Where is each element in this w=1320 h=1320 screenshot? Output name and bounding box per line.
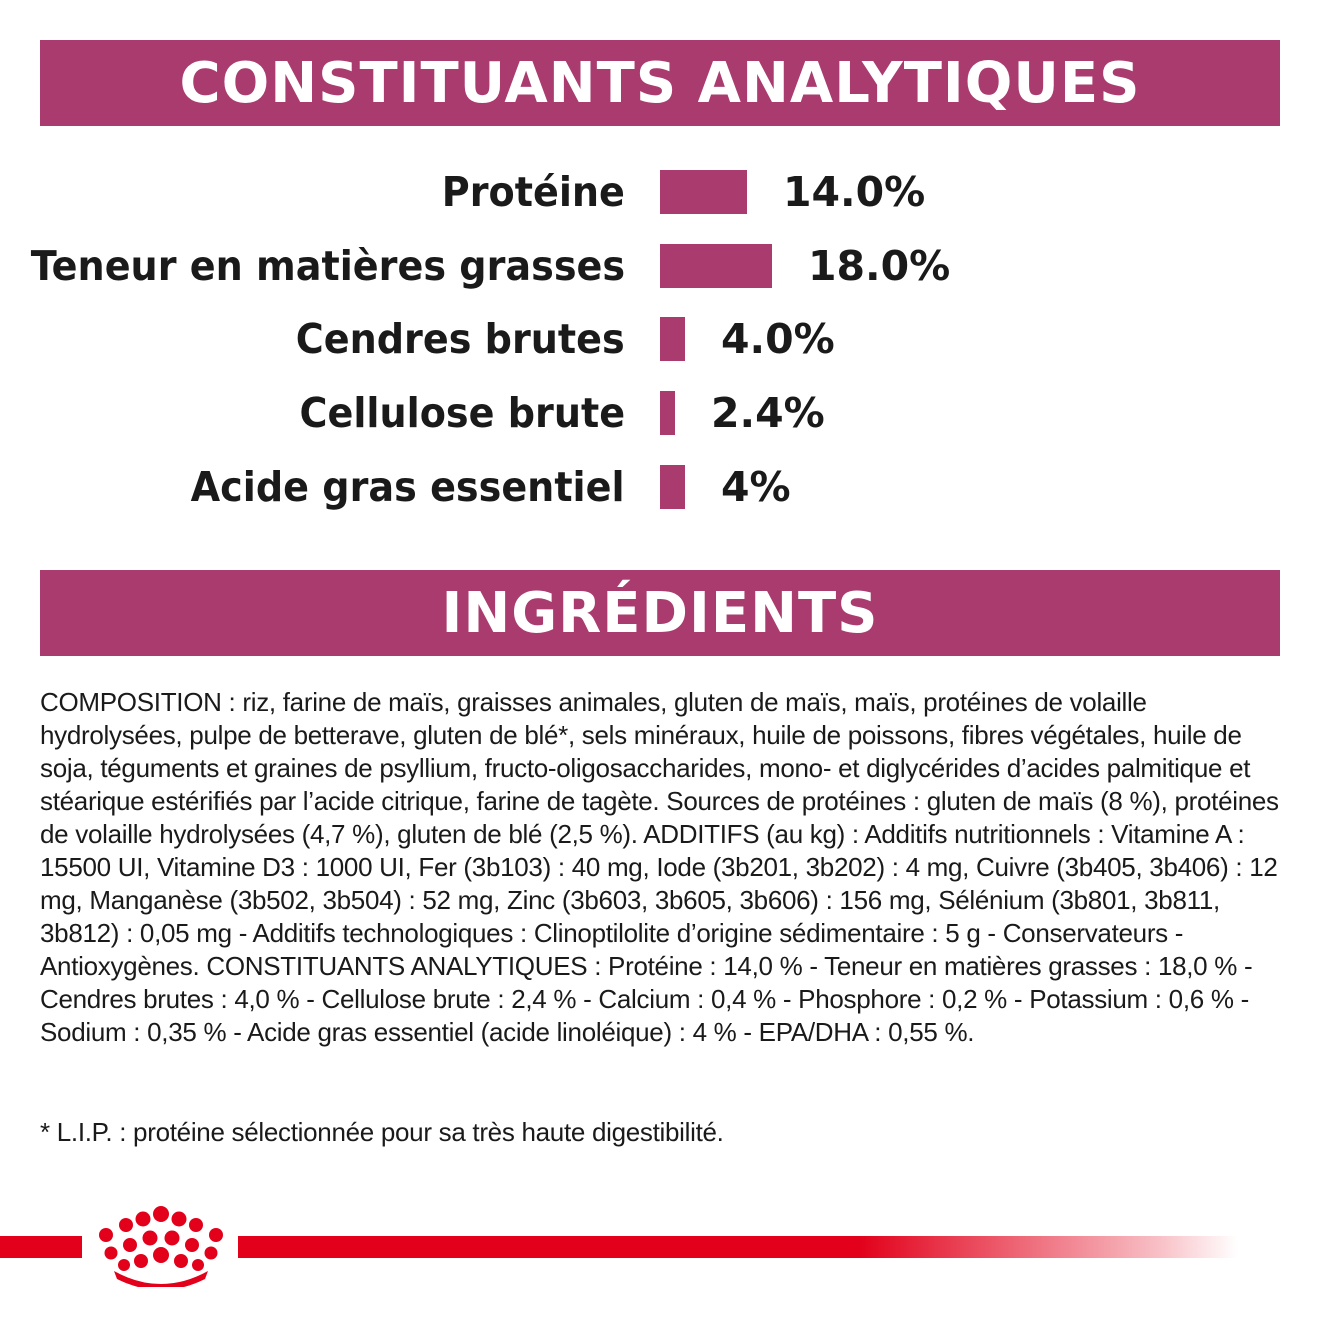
nutrient-bar xyxy=(660,244,772,288)
constituants-title: CONSTITUANTS ANALYTIQUES xyxy=(179,50,1141,116)
nutrient-bar xyxy=(660,465,685,509)
nutrient-bar xyxy=(660,317,685,361)
nutrient-label: Cellulose brute xyxy=(299,389,625,437)
nutrient-label: Acide gras essentiel xyxy=(191,463,625,511)
nutrient-value: 14.0% xyxy=(783,168,926,216)
ingredients-title: INGRÉDIENTS xyxy=(441,580,879,646)
composition-text: COMPOSITION : riz, farine de maïs, graisses animales, gluten de maïs, maïs, protéines de volaille hydrolysées, pulpe de betterave, gluten de blé*, sels minéraux, huile de poissons, fibres végétales, huile de soja, téguments et graines de psyllium, fructo-oligosaccharides, mono- et diglycérides d’acides palmitique et stéarique estérifiés par l’acide citrique, farine de tagète. Sources de protéines : gluten de maïs (8 %), protéines de volaille hydrolysées (4,7 %), gluten de blé (2,5 %). ADDITIFS (au kg) : Additifs nutritionnels : Vitamine A : 15500 UI, Vitamine D3 : 1000 UI, Fer (3b103) : 40 mg, Iode (3b201, 3b202) : 4 mg, Cuivre (3b405, 3b406) : 12 mg, Manganèse (3b502, 3b504) : 52 mg, Zinc (3b603, 3b605, 3b606) : 156 mg, Sélénium (3b801, 3b811, 3b812) : 0,05 mg - Additifs technologiques : Clinoptilolite d’origine sédimentaire : 5 g - Conservateurs - Antioxygènes. CONSTITUANTS ANALYTIQUES : Protéine : 14,0 % - Teneur en matières grasses : 18,0 % - Cendres brutes : 4,0 % - Cellulose brute : 2,4 % - Calcium : 0,4 % - Phosphore : 0,2 % - Potassium : 0,6 % - Sodium : 0,35 % - Acide gras essentiel (acide linoléique) : 4 % - EPA/DHA : 0,55 %. xyxy=(40,687,1279,1047)
nutrient-label: Cendres brutes xyxy=(296,315,625,363)
brand-line-left xyxy=(0,1236,82,1258)
crown-icon xyxy=(92,1205,230,1287)
nutrient-bar xyxy=(660,170,747,214)
nutrient-row xyxy=(0,162,1320,222)
constituants-banner xyxy=(40,40,1280,126)
nutrient-value: 18.0% xyxy=(808,242,951,290)
nutrient-value: 2.4% xyxy=(711,389,825,437)
nutrient-label: Teneur en matières grasses xyxy=(30,242,625,290)
nutrient-row xyxy=(0,383,1320,443)
ingredients-banner xyxy=(40,570,1280,656)
nutrient-row xyxy=(0,236,1320,296)
nutrient-value: 4.0% xyxy=(721,315,835,363)
brand-line-right xyxy=(238,1236,1238,1258)
nutrient-bar xyxy=(660,391,675,435)
nutrient-row xyxy=(0,457,1320,517)
nutrient-value: 4% xyxy=(721,463,791,511)
nutrient-row xyxy=(0,309,1320,369)
footnote-text: * L.I.P. : protéine sélectionnée pour sa très haute digestibilité. xyxy=(40,1117,724,1147)
nutrient-label: Protéine xyxy=(441,168,625,216)
